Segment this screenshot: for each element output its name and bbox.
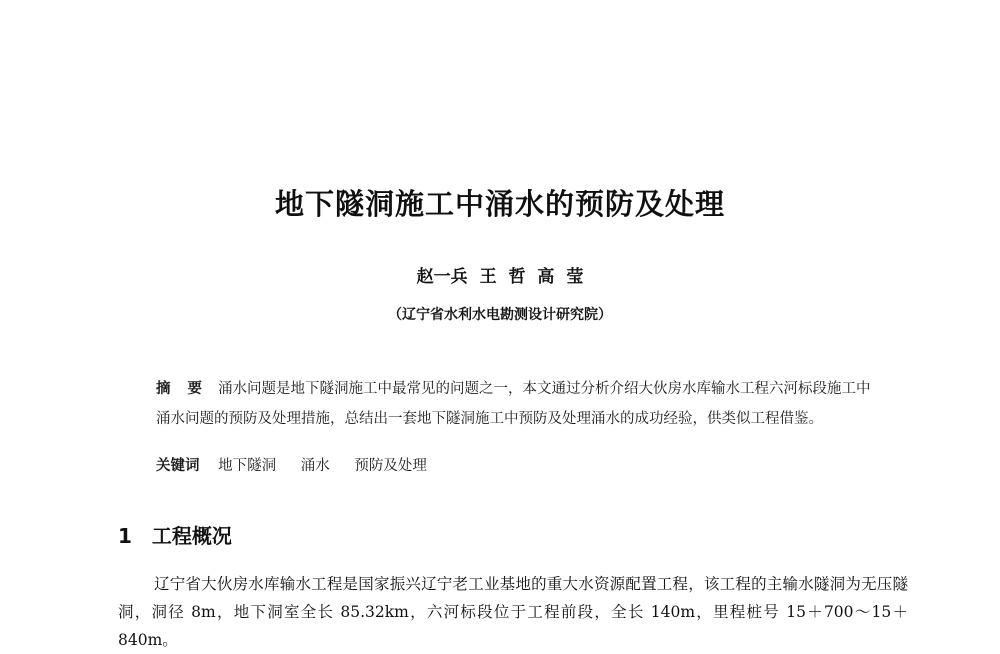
keyword-item: 地下隧洞 [218,458,277,474]
author-affiliation: （辽宁省水利水电勘测设计研究院） [388,307,612,323]
keyword-item: 涌水 [300,458,330,474]
author-list: 赵一兵 王 哲 高 莹 [416,267,584,287]
abstract-text: 涌水问题是地下隧洞施工中最常见的问题之一，本文通过分析介绍大伙房水库输水工程六河标段施工中涌水问题的预防及处理措施，总结出一套地下隧洞施工中预防及处理涌水的成功经验，供类似工程借鉴。 [156,381,871,427]
keywords-label: 关键词 [156,457,200,474]
paper-title: 地下隧洞施工中涌水的预防及处理 [274,187,725,221]
keywords-block [156,454,876,475]
abstract-label: 摘 要 [156,380,209,397]
section-title: 工程概况 [151,524,232,548]
section-number: 1 [118,524,132,548]
abstract-block [156,374,876,434]
section-heading [118,520,232,549]
body-paragraph: 辽宁省大伙房水库输水工程是国家振兴辽宁老工业基地的重大水资源配置工程，该工程的主输水隧洞为无压隧洞，洞径 8m，地下洞室全长 85.32km，六河标段位于工程前段，全长 140m，里程桩号 15＋700～15＋840m。 [118,575,908,649]
keyword-item: 预防及处理 [354,458,427,474]
